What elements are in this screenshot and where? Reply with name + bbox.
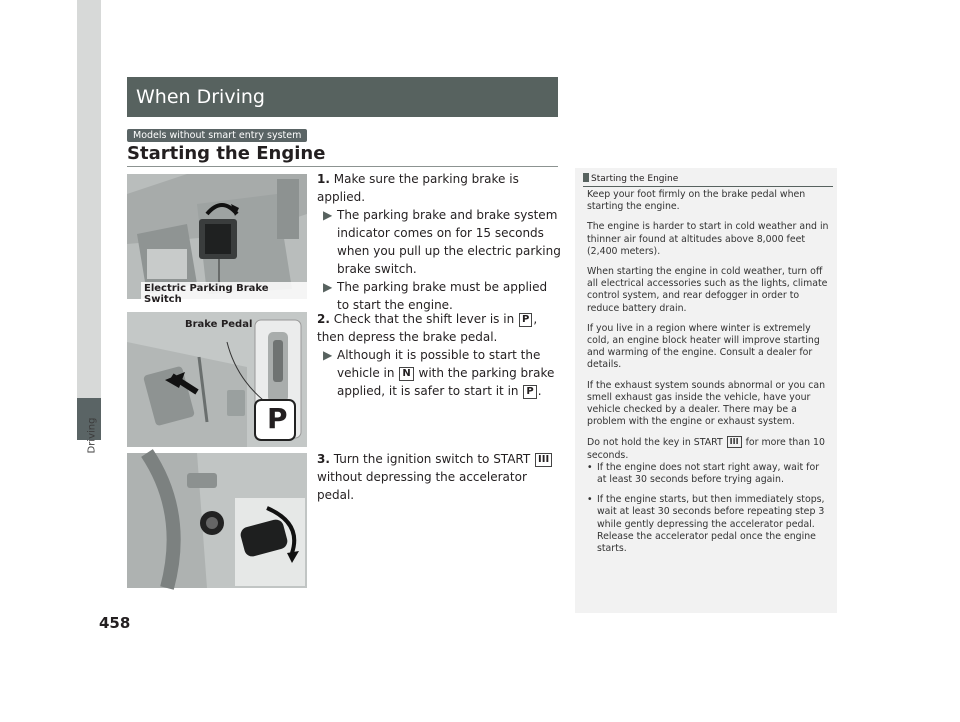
- note-body: [587, 189, 829, 563]
- arrow-icon: ▶: [323, 208, 333, 222]
- step-number: 3.: [317, 452, 330, 466]
- arrow-icon: ▶: [323, 280, 333, 294]
- side-label: Driving: [86, 417, 98, 454]
- step-sub-text: with the parking brake applied, it is safer to start it in: [337, 366, 555, 398]
- shift-key-n: N: [399, 367, 413, 381]
- step-3: [317, 450, 562, 504]
- step-text: Turn the ignition switch to START: [333, 452, 531, 466]
- arrow-icon: ▶: [323, 348, 333, 362]
- note-text: Do not hold the key in START: [587, 437, 723, 449]
- step-sub-text: Although it is possible to start the vehicle in: [337, 348, 541, 380]
- step-sub: [317, 206, 562, 278]
- chapter-header-text: When Driving: [136, 86, 265, 108]
- chapter-header: [127, 77, 558, 115]
- ignition-illustration: [127, 453, 307, 588]
- side-tab: [77, 0, 101, 398]
- ignition-key-start: III: [535, 453, 552, 467]
- note-heading-text: Starting the Engine: [591, 174, 679, 184]
- step-text: Make sure the parking brake is applied.: [317, 172, 519, 204]
- step-text: , then depress the brake pedal.: [317, 312, 538, 344]
- header-rule: [127, 115, 558, 117]
- note-paragraph: If you live in a region where winter is extremely cold, an engine block heater will improve starting and warming of the engine. Consult a dealer for details.: [587, 322, 820, 371]
- note-rule: [583, 186, 833, 187]
- model-badge: Models without smart entry system: [127, 129, 307, 142]
- note-paragraph: [587, 436, 829, 461]
- note-marker-icon: [583, 173, 589, 182]
- ignition-figure: [127, 453, 307, 588]
- shift-p-letter: P: [267, 402, 288, 435]
- step-text: Check that the shift lever is in: [333, 312, 515, 326]
- note-bullet: • If the engine does not start right away, wait for at least 30 seconds before trying again.: [587, 462, 829, 486]
- step-number: 2.: [317, 312, 330, 326]
- note-paragraph: The engine is harder to start in cold weather and in thinner air found at altitudes above 8,000 feet (2,400 meters).: [587, 221, 829, 257]
- note-box: [575, 168, 837, 613]
- note-paragraph: If the exhaust system sounds abnormal or you can smell exhaust gas inside the vehicle, have your vehicle checked by a dealer. There may be a problem with the engine or exhaust system.: [587, 379, 826, 428]
- brake-pedal-label: Brake Pedal: [185, 319, 253, 330]
- section-title: Starting the Engine: [127, 143, 326, 164]
- parking-brake-figure: [127, 174, 307, 305]
- shift-key-p: P: [519, 313, 532, 327]
- brake-pedal-figure: [127, 312, 307, 447]
- parking-brake-illustration: [127, 174, 307, 299]
- note-bullet: • If the engine starts, but then immediately stops, wait at least 30 seconds before repeating step 3 while gently depressing the accelerator pedal. Release the accelerator pedal once the engine starts.: [587, 494, 829, 555]
- note-heading: [583, 173, 678, 184]
- step-2: [317, 310, 562, 400]
- ignition-key-start: III: [727, 436, 742, 448]
- step-sub: [317, 346, 562, 400]
- section-rule: [127, 166, 558, 167]
- note-paragraph: When starting the engine in cold weather, turn off all electrical accessories such as the lights, climate control system, and rear defogger in order to reduce battery drain.: [587, 266, 828, 314]
- step-sub-text: The parking brake and brake system indicator comes on for 15 seconds when you pull up the electric parking brake switch.: [337, 208, 561, 276]
- brake-switch-label: Electric Parking Brake Switch: [141, 282, 307, 306]
- step-sub-text: .: [537, 384, 542, 398]
- step-text: without depressing the accelerator pedal.: [317, 470, 527, 502]
- note-paragraph: Keep your foot firmly on the brake pedal when starting the engine.: [587, 189, 806, 213]
- step-sub: [317, 278, 562, 314]
- step-sub-text: The parking brake must be applied to start the engine.: [337, 280, 548, 312]
- step-number: 1.: [317, 172, 330, 186]
- step-1: [317, 170, 562, 314]
- shift-key-p: P: [523, 385, 536, 399]
- note-text: for more than 10 seconds.: [587, 437, 825, 461]
- page-number: 458: [99, 614, 131, 632]
